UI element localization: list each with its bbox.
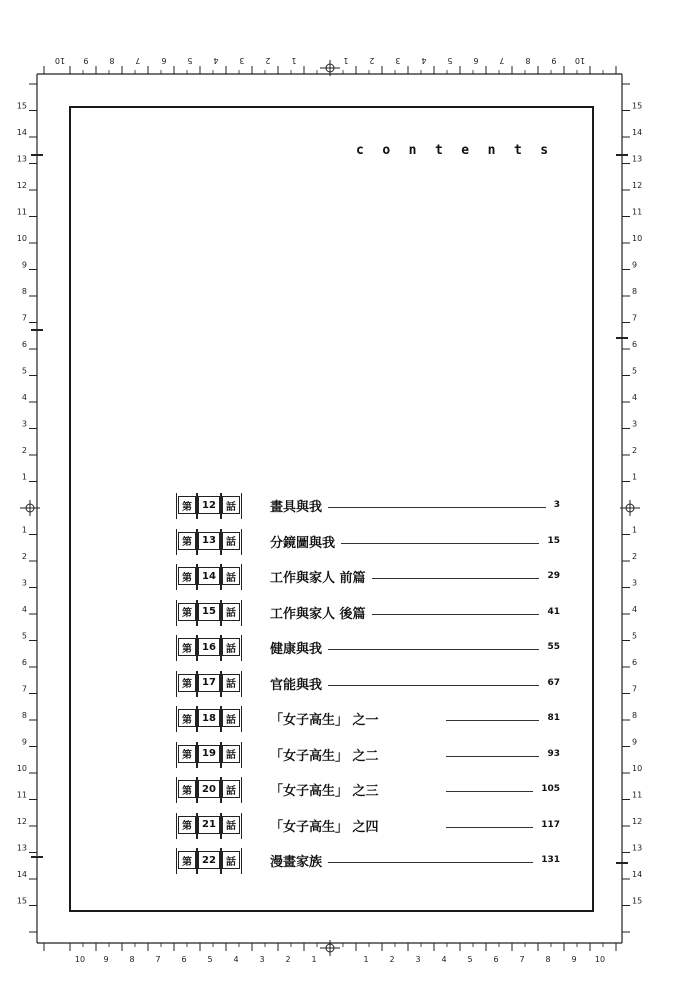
chapter-suffix: 話 [222, 851, 240, 869]
ruler-right-label: 7 [632, 684, 638, 694]
ruler-left-label: 12 [16, 181, 27, 190]
ruler-bottom-label: 1 [311, 955, 317, 964]
ruler-top-label: 8 [109, 56, 115, 65]
chapter-number: 13 [198, 532, 220, 550]
ruler-top-label: 6 [161, 56, 167, 65]
ruler-bottom-label: 2 [285, 955, 291, 964]
chapter-prefix: 第 [178, 532, 196, 550]
ruler-right-label: 9 [632, 260, 638, 270]
ruler-right-label: 11 [632, 790, 643, 800]
leader-line [446, 791, 533, 792]
ruler-bottom-label: 3 [415, 955, 421, 964]
ruler-left-label: 14 [16, 870, 27, 879]
page-number: 105 [541, 784, 560, 794]
ruler-bottom-label: 5 [207, 955, 213, 964]
chapter-suffix: 話 [222, 745, 240, 763]
ruler-right-label: 3 [632, 578, 638, 588]
ruler-bottom-label: 8 [545, 955, 551, 964]
chapter-number: 12 [198, 496, 220, 514]
ruler-left-label: 2 [21, 552, 27, 561]
ruler-right-label: 4 [632, 393, 638, 402]
page-number: 81 [547, 713, 560, 723]
leader-line [446, 827, 533, 828]
toc-entry[interactable] [178, 530, 568, 554]
page-number: 15 [547, 535, 560, 546]
ruler-left-label: 1 [21, 472, 27, 482]
chapter-prefix: 第 [178, 603, 196, 621]
ruler-top-label: 9 [83, 56, 89, 65]
chapter-number: 22 [198, 851, 220, 869]
chapter-badge [178, 496, 242, 514]
chapter-badge [178, 709, 242, 727]
ruler-bottom-label: 8 [129, 955, 135, 964]
chapter-suffix: 話 [222, 674, 240, 692]
ruler-right-label: 9 [632, 737, 638, 747]
ruler-left-label: 6 [21, 340, 27, 349]
chapter-suffix: 話 [222, 638, 240, 656]
ruler-top-label: 5 [187, 56, 193, 65]
toc-entry[interactable] [178, 707, 568, 731]
chapter-prefix: 第 [178, 709, 196, 727]
ruler-bottom-label: 2 [389, 955, 395, 964]
ruler-top-label: 1 [343, 56, 349, 65]
ruler-left-label: 4 [21, 393, 27, 402]
ruler-right-label: 2 [632, 552, 638, 561]
ruler-left-label: 9 [21, 737, 27, 747]
leader-line [372, 578, 540, 579]
ruler-left-label: 4 [21, 605, 27, 614]
chapter-title: 健康與我 [270, 642, 323, 657]
toc-entry[interactable] [178, 778, 568, 802]
chapter-title: 分鏡圖與我 [270, 535, 336, 551]
ruler-right-label: 2 [632, 446, 638, 455]
ruler-right-label: 12 [632, 817, 643, 826]
ruler-top-label: 5 [447, 56, 453, 65]
ruler-top-label: 10 [54, 56, 66, 65]
ruler-left-label: 8 [21, 711, 27, 720]
chapter-prefix: 第 [178, 638, 196, 656]
ruler-left-label: 14 [16, 128, 27, 137]
ruler-left-label: 3 [21, 578, 27, 588]
ruler-top-label: 3 [395, 56, 401, 65]
chapter-title: 「女子高生」 之一 [270, 713, 379, 728]
page-number: 93 [547, 748, 560, 759]
ruler-top-label: 3 [239, 56, 245, 65]
page-number: 117 [541, 819, 560, 830]
ruler-right-label: 8 [632, 711, 638, 720]
page-number: 67 [547, 677, 560, 688]
ruler-right-label: 8 [632, 287, 638, 296]
leader-line [446, 720, 539, 721]
ruler-right-label: 1 [632, 525, 638, 535]
ruler-left-label: 7 [21, 684, 27, 694]
ruler-left-label: 10 [16, 234, 27, 243]
chapter-badge [178, 603, 242, 621]
toc-entry[interactable] [178, 743, 568, 767]
chapter-prefix: 第 [178, 851, 196, 869]
ruler-bottom-label: 6 [493, 955, 499, 964]
ruler-left-label: 1 [21, 525, 27, 535]
chapter-number: 19 [198, 745, 220, 763]
ruler-left-label: 10 [16, 764, 27, 773]
ruler-left-label: 13 [16, 154, 27, 164]
chapter-badge [178, 638, 242, 656]
page-number: 131 [541, 855, 560, 865]
ruler-top-label: 9 [551, 56, 557, 65]
chapter-prefix: 第 [178, 816, 196, 834]
chapter-title: 「女子高生」 之二 [270, 748, 379, 764]
page-number: 55 [547, 642, 560, 652]
chapter-suffix: 話 [222, 603, 240, 621]
ruler-bottom-label: 7 [519, 955, 525, 964]
chapter-suffix: 話 [222, 816, 240, 834]
toc-entry[interactable] [178, 636, 568, 660]
chapter-suffix: 話 [222, 496, 240, 514]
ruler-right-label: 12 [632, 181, 643, 190]
ruler-top-label: 1 [291, 56, 297, 65]
chapter-badge [178, 745, 242, 763]
ruler-right-label: 7 [632, 313, 638, 323]
ruler-left-label: 6 [21, 658, 27, 667]
ruler-right-label: 5 [632, 631, 638, 641]
ruler-right-label: 4 [632, 605, 638, 614]
page-number: 3 [553, 500, 560, 510]
chapter-title: 工作與家人 後篇 [270, 606, 366, 622]
ruler-bottom-label: 7 [155, 955, 161, 964]
ruler-bottom-label: 3 [259, 955, 265, 964]
ruler-bottom-label: 10 [74, 955, 86, 964]
toc-entry[interactable] [178, 814, 568, 838]
ruler-right-label: 14 [632, 870, 643, 879]
ruler-left-label: 13 [16, 843, 27, 853]
leader-line [328, 649, 539, 650]
chapter-title: 漫畫家族 [270, 855, 323, 870]
toc-entry[interactable] [178, 494, 568, 518]
chapter-badge [178, 851, 242, 869]
ruler-right-label: 13 [632, 154, 643, 164]
ruler-right-label: 1 [632, 472, 638, 482]
chapter-badge [178, 816, 242, 834]
chapter-badge [178, 567, 242, 585]
chapter-number: 16 [198, 638, 220, 656]
chapter-prefix: 第 [178, 496, 196, 514]
chapter-number: 21 [198, 816, 220, 834]
ruler-bottom-label: 1 [363, 955, 369, 964]
page-number: 29 [547, 571, 560, 581]
chapter-title: 「女子高生」 之四 [270, 819, 379, 835]
ruler-left-label: 9 [21, 260, 27, 270]
chapter-badge [178, 532, 242, 550]
toc-entry[interactable] [178, 672, 568, 696]
ruler-right-label: 11 [632, 207, 643, 217]
ruler-right-label: 10 [632, 234, 643, 243]
leader-line [328, 507, 546, 508]
ruler-right-label: 15 [632, 101, 643, 111]
ruler-left-label: 15 [16, 101, 27, 111]
ruler-top-label: 4 [421, 56, 427, 65]
ruler-bottom-label: 9 [103, 955, 109, 964]
leader-line [328, 685, 539, 686]
chapter-prefix: 第 [178, 674, 196, 692]
page-title: contents [356, 143, 567, 158]
toc-entry[interactable] [178, 849, 568, 873]
chapter-suffix: 話 [222, 567, 240, 585]
ruler-bottom-label: 6 [181, 955, 187, 964]
ruler-left-label: 5 [21, 366, 27, 376]
ruler-top-label: 7 [499, 56, 505, 65]
ruler-left-label: 12 [16, 817, 27, 826]
ruler-left-label: 7 [21, 313, 27, 323]
ruler-top-label: 4 [213, 56, 219, 65]
ruler-bottom-label: 9 [571, 955, 577, 964]
ruler-top-label: 6 [473, 56, 479, 65]
toc-entry[interactable] [178, 565, 568, 589]
ruler-left-label: 11 [16, 790, 27, 800]
ruler-bottom-label: 10 [594, 955, 606, 964]
chapter-title: 官能與我 [270, 677, 323, 693]
chapter-number: 17 [198, 674, 220, 692]
ruler-left-label: 2 [21, 446, 27, 455]
leader-line [372, 614, 540, 615]
ruler-bottom-label: 4 [441, 955, 447, 964]
leader-line [328, 862, 533, 863]
ruler-right-label: 14 [632, 128, 643, 137]
chapter-prefix: 第 [178, 780, 196, 798]
chapter-number: 15 [198, 603, 220, 621]
chapter-prefix: 第 [178, 567, 196, 585]
ruler-right-label: 6 [632, 340, 638, 349]
leader-line [341, 543, 539, 544]
chapter-title: 畫具與我 [270, 500, 323, 515]
ruler-left-label: 15 [16, 896, 27, 906]
ruler-left-label: 5 [21, 631, 27, 641]
toc-entry[interactable] [178, 601, 568, 625]
chapter-badge [178, 780, 242, 798]
chapter-number: 20 [198, 780, 220, 798]
chapter-number: 18 [198, 709, 220, 727]
ruler-right-label: 3 [632, 419, 638, 429]
chapter-suffix: 話 [222, 709, 240, 727]
ruler-right-label: 6 [632, 658, 638, 667]
chapter-suffix: 話 [222, 780, 240, 798]
chapter-suffix: 話 [222, 532, 240, 550]
ruler-bottom-label: 5 [467, 955, 473, 964]
ruler-right-label: 10 [632, 764, 643, 773]
ruler-left-label: 11 [16, 207, 27, 217]
ruler-top-label: 10 [574, 56, 586, 65]
ruler-left-label: 3 [21, 419, 27, 429]
ruler-right-label: 15 [632, 896, 643, 906]
chapter-number: 14 [198, 567, 220, 585]
ruler-right-label: 5 [632, 366, 638, 376]
ruler-top-label: 2 [265, 56, 271, 65]
chapter-title: 工作與家人 前篇 [270, 571, 366, 586]
leader-line [446, 756, 539, 757]
chapter-badge [178, 674, 242, 692]
ruler-top-label: 2 [369, 56, 375, 65]
ruler-right-label: 13 [632, 843, 643, 853]
page-number: 41 [547, 606, 560, 617]
chapter-prefix: 第 [178, 745, 196, 763]
ruler-top-label: 8 [525, 56, 531, 65]
ruler-top-label: 7 [135, 56, 141, 65]
ruler-bottom-label: 4 [233, 955, 239, 964]
chapter-title: 「女子高生」 之三 [270, 784, 379, 799]
ruler-left-label: 8 [21, 287, 27, 296]
